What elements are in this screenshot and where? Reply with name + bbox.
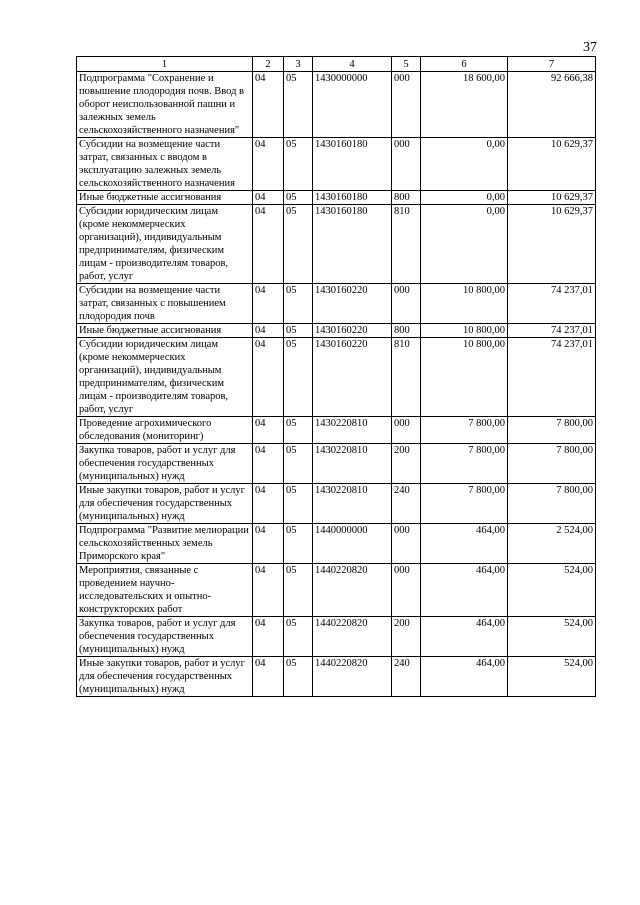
subsection-code-cell: 05: [284, 617, 313, 657]
section-code-cell: 04: [253, 205, 284, 284]
header-cell: 6: [421, 57, 508, 72]
subsection-code-cell: 05: [284, 138, 313, 191]
header-cell: 7: [508, 57, 596, 72]
page-number: 37: [583, 40, 597, 55]
target-article-cell: 1440220820: [313, 564, 392, 617]
amount-col6-cell: 7 800,00: [421, 444, 508, 484]
table-row: [77, 564, 596, 617]
row-name-cell: Закупка товаров, работ и услуг для обеспечения государственных (муниципальных) нужд: [77, 617, 253, 657]
amount-col7-cell: 524,00: [508, 657, 596, 697]
expense-type-cell: 200: [392, 444, 421, 484]
table-row: [77, 338, 596, 417]
amount-col6-cell: 18 600,00: [421, 72, 508, 138]
table-row: [77, 657, 596, 697]
row-name-cell: Иные бюджетные ассигнования: [77, 324, 253, 338]
subsection-code-cell: 05: [284, 564, 313, 617]
subsection-code-cell: 05: [284, 284, 313, 324]
amount-col6-cell: 10 800,00: [421, 284, 508, 324]
amount-col6-cell: 464,00: [421, 564, 508, 617]
table-row: [77, 524, 596, 564]
target-article-cell: 1430160220: [313, 324, 392, 338]
amount-col7-cell: 10 629,37: [508, 205, 596, 284]
subsection-code-cell: 05: [284, 444, 313, 484]
row-name-cell: Подпрограмма "Развитие мелиорации сельскохозяйственных земель Приморского края": [77, 524, 253, 564]
row-name-cell: Иные бюджетные ассигнования: [77, 191, 253, 205]
header-cell: 3: [284, 57, 313, 72]
amount-col7-cell: 2 524,00: [508, 524, 596, 564]
amount-col7-cell: 10 629,37: [508, 191, 596, 205]
header-cell: 1: [77, 57, 253, 72]
section-code-cell: 04: [253, 324, 284, 338]
expense-type-cell: 200: [392, 617, 421, 657]
subsection-code-cell: 05: [284, 72, 313, 138]
amount-col7-cell: 7 800,00: [508, 444, 596, 484]
table-row: [77, 324, 596, 338]
row-name-cell: Субсидии на возмещение части затрат, связанных с повышением плодородия почв: [77, 284, 253, 324]
target-article-cell: 1440000000: [313, 524, 392, 564]
expense-type-cell: 240: [392, 484, 421, 524]
amount-col7-cell: 7 800,00: [508, 417, 596, 444]
subsection-code-cell: 05: [284, 338, 313, 417]
header-cell: 2: [253, 57, 284, 72]
target-article-cell: 1430160220: [313, 338, 392, 417]
table-row: [77, 72, 596, 138]
row-name-cell: Подпрограмма "Сохранение и повышение плодородия почв. Ввод в оборот неиспользованной пашни и залежных земель сельскохозяйственного назначения": [77, 72, 253, 138]
section-code-cell: 04: [253, 444, 284, 484]
target-article-cell: 1430220810: [313, 417, 392, 444]
amount-col7-cell: 74 237,01: [508, 324, 596, 338]
target-article-cell: 1440220820: [313, 617, 392, 657]
target-article-cell: 1430160220: [313, 284, 392, 324]
table-row: [77, 617, 596, 657]
amount-col7-cell: 7 800,00: [508, 484, 596, 524]
header-row: [77, 57, 596, 72]
expense-type-cell: 800: [392, 324, 421, 338]
row-name-cell: Субсидии юридическим лицам (кроме некоммерческих организаций), индивидуальным предпринимателям, физическим лицам - производителям товаров, работ, услуг: [77, 205, 253, 284]
row-name-cell: Субсидии на возмещение части затрат, связанных с вводом в эксплуатацию залежных земель сельскохозяйственного назначения: [77, 138, 253, 191]
section-code-cell: 04: [253, 338, 284, 417]
row-name-cell: Субсидии юридическим лицам (кроме некоммерческих организаций), индивидуальным предпринимателям, физическим лицам - производителям товаров, работ, услуг: [77, 338, 253, 417]
amount-col7-cell: 524,00: [508, 617, 596, 657]
target-article-cell: 1430000000: [313, 72, 392, 138]
row-name-cell: Закупка товаров, работ и услуг для обеспечения государственных (муниципальных) нужд: [77, 444, 253, 484]
subsection-code-cell: 05: [284, 484, 313, 524]
subsection-code-cell: 05: [284, 524, 313, 564]
amount-col6-cell: 0,00: [421, 205, 508, 284]
amount-col6-cell: 0,00: [421, 138, 508, 191]
header-cell: 4: [313, 57, 392, 72]
amount-col7-cell: 74 237,01: [508, 284, 596, 324]
row-name-cell: Иные закупки товаров, работ и услуг для обеспечения государственных (муниципальных) нужд: [77, 484, 253, 524]
table-row: [77, 484, 596, 524]
row-name-cell: Проведение агрохимического обследования (мониторинг): [77, 417, 253, 444]
section-code-cell: 04: [253, 524, 284, 564]
table-row: [77, 284, 596, 324]
section-code-cell: 04: [253, 191, 284, 205]
amount-col7-cell: 92 666,38: [508, 72, 596, 138]
row-name-cell: Иные закупки товаров, работ и услуг для обеспечения государственных (муниципальных) нужд: [77, 657, 253, 697]
expense-type-cell: 000: [392, 72, 421, 138]
target-article-cell: 1440220820: [313, 657, 392, 697]
table-row: [77, 138, 596, 191]
section-code-cell: 04: [253, 138, 284, 191]
expense-type-cell: 000: [392, 564, 421, 617]
target-article-cell: 1430220810: [313, 444, 392, 484]
target-article-cell: 1430160180: [313, 138, 392, 191]
section-code-cell: 04: [253, 657, 284, 697]
subsection-code-cell: 05: [284, 657, 313, 697]
amount-col7-cell: 74 237,01: [508, 338, 596, 417]
section-code-cell: 04: [253, 417, 284, 444]
amount-col6-cell: 464,00: [421, 657, 508, 697]
subsection-code-cell: 05: [284, 324, 313, 338]
subsection-code-cell: 05: [284, 191, 313, 205]
target-article-cell: 1430220810: [313, 484, 392, 524]
amount-col7-cell: 10 629,37: [508, 138, 596, 191]
target-article-cell: 1430160180: [313, 191, 392, 205]
table-row: [77, 191, 596, 205]
expense-type-cell: 800: [392, 191, 421, 205]
section-code-cell: 04: [253, 564, 284, 617]
header-cell: 5: [392, 57, 421, 72]
amount-col6-cell: 10 800,00: [421, 324, 508, 338]
section-code-cell: 04: [253, 484, 284, 524]
expense-type-cell: 240: [392, 657, 421, 697]
expense-type-cell: 810: [392, 205, 421, 284]
expense-type-cell: 810: [392, 338, 421, 417]
subsection-code-cell: 05: [284, 417, 313, 444]
table-row: [77, 444, 596, 484]
row-name-cell: Мероприятия, связанные с проведением научно-исследовательских и опытно-конструкторских работ: [77, 564, 253, 617]
amount-col7-cell: 524,00: [508, 564, 596, 617]
amount-col6-cell: 464,00: [421, 524, 508, 564]
expense-type-cell: 000: [392, 524, 421, 564]
section-code-cell: 04: [253, 72, 284, 138]
amount-col6-cell: 7 800,00: [421, 417, 508, 444]
table-row: [77, 417, 596, 444]
budget-table: [76, 56, 596, 697]
table-row: [77, 205, 596, 284]
amount-col6-cell: 464,00: [421, 617, 508, 657]
amount-col6-cell: 0,00: [421, 191, 508, 205]
expense-type-cell: 000: [392, 284, 421, 324]
amount-col6-cell: 10 800,00: [421, 338, 508, 417]
subsection-code-cell: 05: [284, 205, 313, 284]
section-code-cell: 04: [253, 284, 284, 324]
target-article-cell: 1430160180: [313, 205, 392, 284]
amount-col6-cell: 7 800,00: [421, 484, 508, 524]
expense-type-cell: 000: [392, 138, 421, 191]
expense-type-cell: 000: [392, 417, 421, 444]
section-code-cell: 04: [253, 617, 284, 657]
